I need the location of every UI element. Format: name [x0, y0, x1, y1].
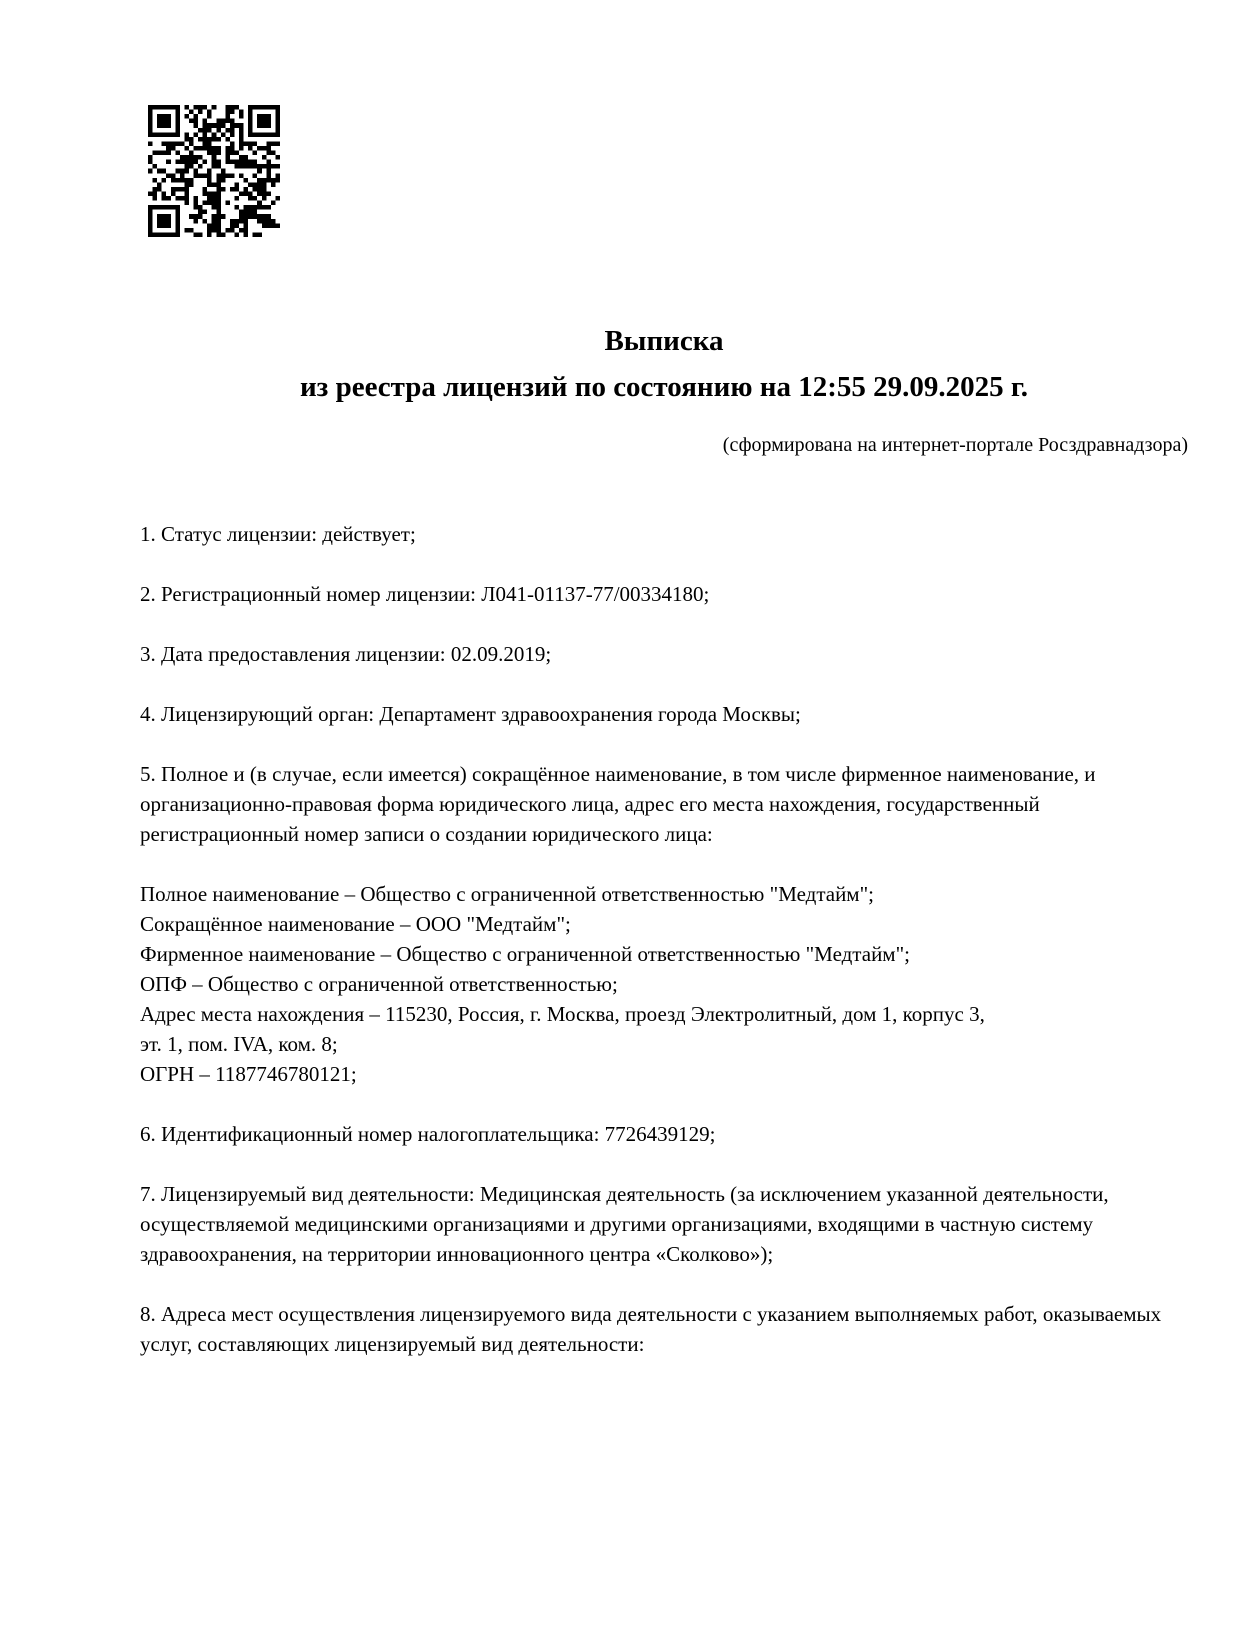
- document-body: [140, 519, 1188, 1359]
- text-line: Адрес места нахождения – 115230, Россия, г. Москва, проезд Электролитный, дом 1, корпус 3,: [140, 1002, 985, 1026]
- paragraph: 2. Регистрационный номер лицензии: Л041-01137-77/00334180;: [140, 582, 710, 606]
- paragraph: 3. Дата предоставления лицензии: 02.09.2019;: [140, 642, 552, 666]
- paragraph: 6. Идентификационный номер налогоплательщика: 7726439129;: [140, 1122, 716, 1146]
- paragraph: 4. Лицензирующий орган: Департамент здравоохранения города Москвы;: [140, 702, 801, 726]
- text-line: Полное наименование – Общество с ограниченной ответственностью "Медтайм";: [140, 882, 875, 906]
- document-title-line2: из реестра лицензий по состоянию на 12:55 29.09.2025 г.: [299, 371, 1029, 403]
- detail-lines-block: [140, 879, 1188, 1089]
- document-title-line1: Выписка: [604, 325, 724, 357]
- qr-code-icon: [148, 105, 280, 237]
- paragraph: 1. Статус лицензии: действует;: [140, 522, 416, 546]
- text-line: ОПФ – Общество с ограниченной ответственностью;: [140, 972, 618, 996]
- text-line: Сокращённое наименование – ООО "Медтайм";: [140, 912, 571, 936]
- paragraph: 7. Лицензируемый вид деятельности: Медицинская деятельность (за исключением указанной деятельности, осуществляемой медицинскими организациями и другими организациями, входящими в частную систему здравоохранения, на территории инновационного центра «Сколково»);: [140, 1182, 1109, 1266]
- document-subtitle: (сформирована на интернет-портале Росздравнадзора): [722, 434, 1188, 456]
- document-title: [140, 318, 1188, 410]
- paragraph: 5. Полное и (в случае, если имеется) сокращённое наименование, в том числе фирменное наименование, и организационно-правовая форма юридического лица, адрес его места нахождения, государственный регистрационный номер записи о создании юридического лица:: [140, 762, 1096, 846]
- paragraph: 8. Адреса мест осуществления лицензируемого вида деятельности с указанием выполняемых работ, оказываемых услуг, составляющих лицензируемый вид деятельности:: [140, 1302, 1162, 1356]
- text-line: эт. 1, пом. IVA, ком. 8;: [140, 1032, 338, 1056]
- text-line: Фирменное наименование – Общество с ограниченной ответственностью "Медтайм";: [140, 942, 910, 966]
- text-line: ОГРН – 1187746780121;: [140, 1062, 357, 1086]
